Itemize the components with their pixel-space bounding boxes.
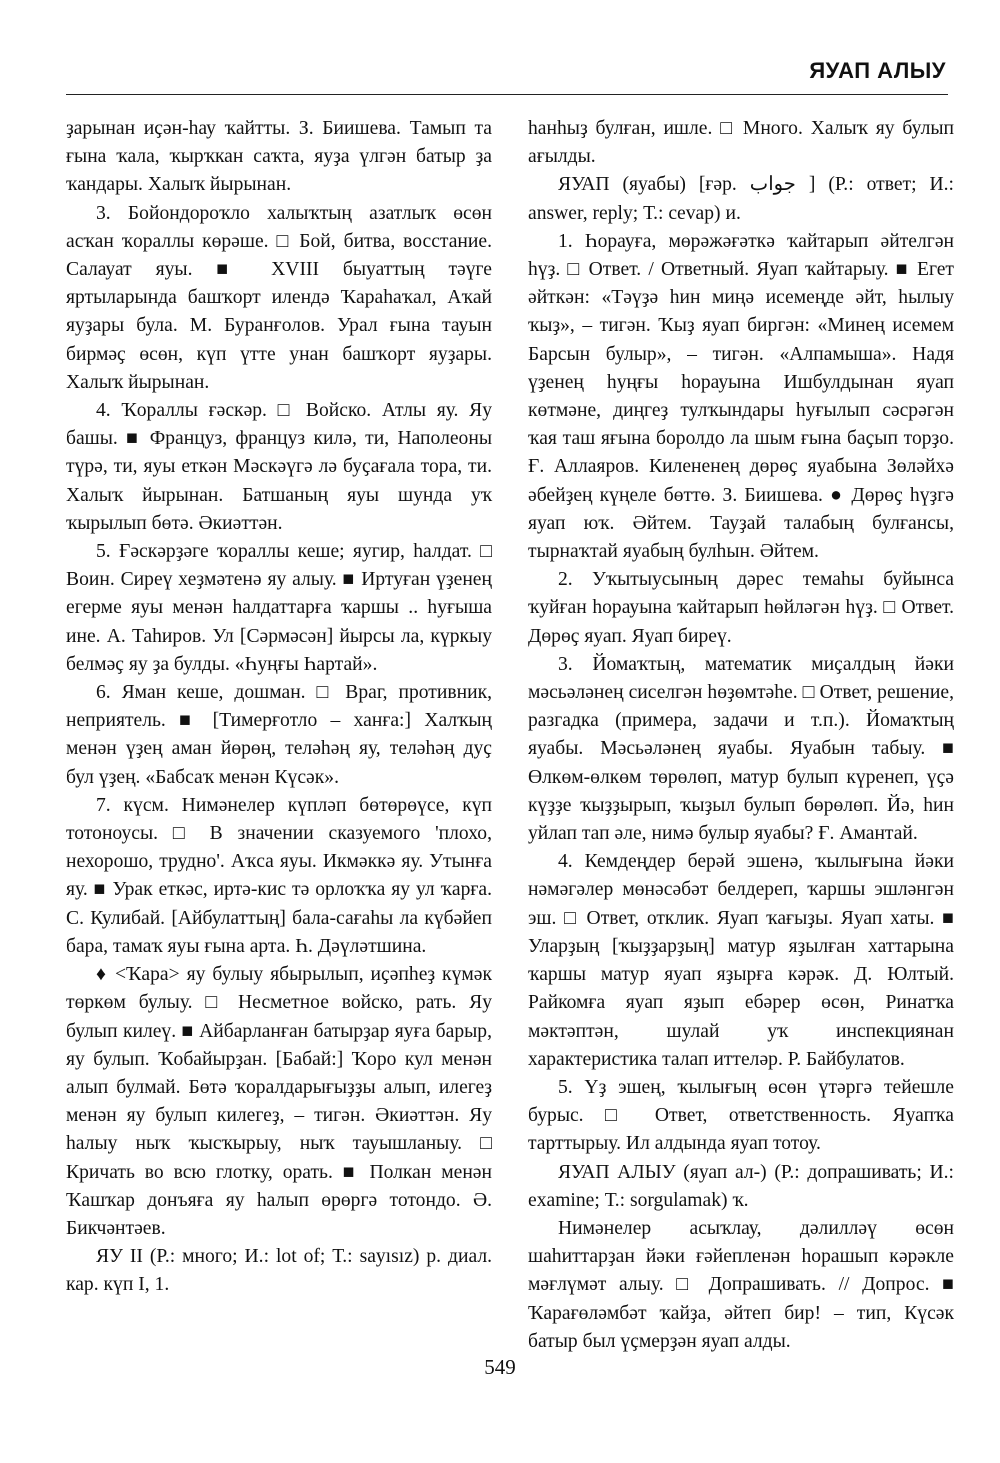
left-column bbox=[66, 115, 492, 1300]
entry-paragraph: ҙарынан иҫән-һау ҡайтты. З. Биишева. Тамып та ғына ҡала, ҡырҡкан саҡта, яуҙа үлгән батыр ҙа ҡандары. Халыҡ йырынан. bbox=[66, 118, 492, 196]
idiom-paragraph: ♦ <Ҡара> яу булыу ябырылып, иҫәпһеҙ күмәк төркөм булыу. □ Несметное войско, рать. Яу булып килеү. ■ Айбарланған батырҙар яуға барыр, яу булып. Ҡобайырҙан. [Бабай:] Ҡоро кул менән алып булмай. Бөтә ҡоралдарығыҙҙы алып, илегеҙ менән яу булып килегеҙ, – тигән. Әкиәттән. Яу һалыу ныҡ ҡысҡырыу, ныҡ тауышланыу. □ Кричать во всю глотку, орать. ■ Полкан менән Ҡашҡар донъяға яу һалып өрөргә тотондо. Ә. Бикчәнтәев. bbox=[66, 964, 492, 1239]
headword-entry: ЯУ II (Р.: много; И.: lot of; Т.: sayısız) р. диал. кар. күп I, 1. bbox=[66, 1246, 492, 1296]
entry-paragraph: Нимәнелер асыҡлау, дәлилләү өсөн шаһиттарҙан йәки ғәйепленән һорашып кәрәкле мәғлүмәт алыу. □ Допрашивать. // Допрос. ■ Ҡарағөләмбәт ҡайҙа, әйтеп бир! – тип, Күсәк батыр был үҫмерҙән яуап алды. bbox=[528, 1217, 954, 1352]
headword-entry: ЯУАП АЛЫУ (яуап ал-) (Р.: допрашивать; И.: examine; Т.: sorgulamak) ҡ. bbox=[528, 1161, 954, 1211]
entry-paragraph: һанһыҙ булған, ишле. □ Много. Халыҡ яу булып ағылды. bbox=[528, 118, 954, 168]
entry-paragraph: 3. Йомаҡтың, математик миҫалдың йәки мәсьәләнең сиселгән һөҙөмтәһе. □ Ответ, решение, разгадка (примера, задачи и т.п.). Йомаҡтың яуабы. Мәсьәләнең яуабы. Яуабын табыу. ■ Өлкөм-өлкөм төрөлөп, матур булып күренеп, үҫә күҙҙе ҡыҙҙырып, ҡыҙыл булып бөрөлөп. Йә, һин уйлап тап әле, нимә булыр яуабы? Ғ. Амантай. bbox=[528, 653, 954, 845]
entry-paragraph: 1. Һорауға, мөрәжәғәткә ҡайтарып әйтелгән һүҙ. □ Ответ. / Ответный. Яуап ҡайтарыу. ■ Егет әйткән: «Тәүҙә һин миңә исемеңде әйт, һылыу ҡыҙ», – тигән. Ҡыҙ яуап биргән: «Минең исемем Барсын булыр», – тигән. «Алпамыша». Надя үҙенең һуңғы һорауына Ишбулдынан яуап көтмәне, диңгеҙ тулҡындары һуғылып сәсрәгән ҡая таш яғына боролдо ла шым ғына баҫып торҙо. Ғ. Аллаяров. Килененең дөрөҫ яуабына Зөләйхә әбейҙең күңеле бөттө. З. Биишева. ● Дөрөҫ һүҙгә яуап юҡ. Әйтем. Тауҙай талабың булғансы, тырнаҡтай яуабың булһын. Әйтем. bbox=[528, 230, 954, 563]
entry-paragraph: 6. Яман кеше, дошман. □ Враг, противник, неприятель. ■ [Тимерғотло – ханға:] Халҡың менән үҙең аман йөрөң, теләһәң яу, теләһәң дуҫ бул үҙең. «Бабсаҡ менән Күсәк». bbox=[66, 682, 492, 788]
headword-entry: ЯУАП (яуабы) [ғәр. جواب ] (Р.: ответ; И.: answer, reply; Т.: cevap) и. bbox=[528, 174, 954, 224]
page-number: 549 bbox=[484, 1355, 516, 1379]
entry-paragraph: 4. Кемдеңдер берәй эшенә, ҡылығына йәки нәмәгәлер мөнәсәбәт белдереп, ҡаршы эшләнгән эш. □ Ответ, отклик. Яуап ҡағыҙы. Яуап хаты. ■ Уларҙың [ҡыҙҙарҙың] матур яҙылған хаттарына ҡаршы матур яуап яҙырға кәрәк. Д. Юлтый. Райкомға яуап яҙып ебәрер өсөн, Ринатҡа мәктәптән, шулай уҡ инспекциянан характеристика талап иттеләр. Р. Байбулатов. bbox=[528, 851, 954, 1070]
entry-paragraph: 4. Ҡораллы ғәскәр. □ Войско. Атлы яу. Яу башы. ■ Француз, француз килә, ти, Наполеоны түрә, ти, яуы еткән Мәскәүгә лә буҫағала тора, ти. Халыҡ йырынан. Батшаның яуы шунда уҡ ҡырылып бөтә. Әкиәттән. bbox=[66, 400, 492, 534]
entry-paragraph: 2. Уҡытыусының дәрес темаһы буйынса ҡуйған һорауына ҡайтарып һөйләгән һүҙ. □ Ответ. Дөрөҫ яуап. Яуап биреү. bbox=[528, 569, 954, 647]
running-title: ЯУАП АЛЫУ bbox=[809, 58, 946, 83]
right-column bbox=[528, 115, 954, 1356]
entry-paragraph: 3. Бойондороҡло халыҡтың азатлыҡ өсөн асҡан ҡораллы көрәше. □ Бой, битва, восстание. Салауат яуы. ■ XVIII быуаттың тәүге яртыларында башҡорт илендә Ҡараһаҡал, Аҡай яуҙары була. М. Буранғолов. Урал ғына тауын бирмәҫ өсөн, күп үтте унан башҡорт яуҙары. Халыҡ йырынан. bbox=[66, 202, 492, 393]
entry-paragraph: 7. күсм. Нимәнелер күпләп бөтөрөүсе, күп тотоноусы. □ В значении сказуемого 'плохо, нехорошо, трудно'. Аҡса яуы. Икмәккә яу. Утынға яу. ■ Урак еткәс, иртә-кис тә орлоҡҡа яу ул ҡарға. С. Кулибай. [Айбулаттың] бала-сағаһы ла күбәйеп бара, тамаҡ яуы ғына арта. Һ. Дәүләтшина. bbox=[66, 794, 492, 957]
entry-paragraph: 5. Үҙ эшең, ҡылығың өсөн үтәргә тейешле бурыс. □ Ответ, ответственность. Яуапҡа тарттырыу. Ил алдында яуап тотоу. bbox=[528, 1076, 954, 1155]
entry-paragraph: 5. Ғәскәрҙәге ҡораллы кеше; яугир, һалдат. □ Воин. Сиреү хеҙмәтенә яу алыу. ■ Иртуған үҙенең егерме яуы менән һалдаттарға ҡаршы .. һуғыша ине. А. Таһиров. Ул [Сәрмәсән] йырсы ла, күркыу белмәҫ яу ҙа булды. «Һуңғы Һартай». bbox=[66, 541, 492, 675]
running-header bbox=[66, 58, 948, 95]
